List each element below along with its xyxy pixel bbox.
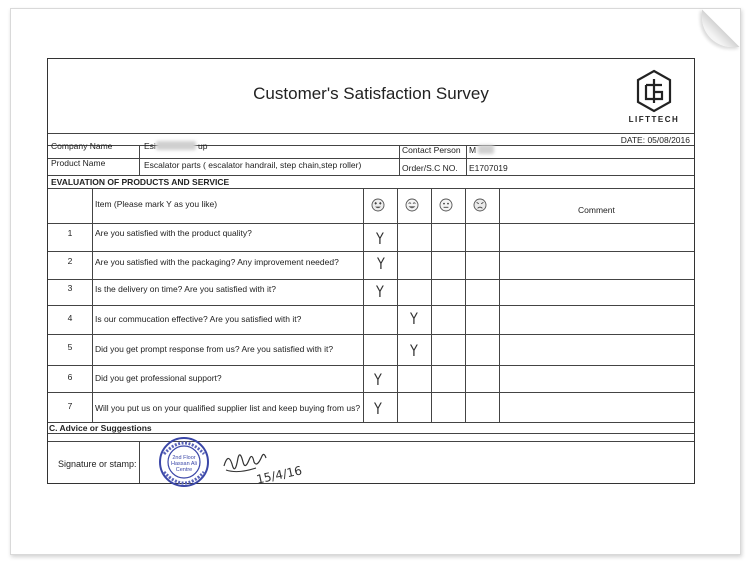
row-7-mark: Y [373, 399, 382, 418]
signature-date: 15/4/16 [255, 463, 304, 487]
dissatisfied-face-icon [473, 198, 487, 212]
row-3-number: 3 [67, 283, 73, 293]
advice-heading: C. Advice or Suggestions [49, 423, 152, 433]
row-5-mark: Y [409, 341, 418, 360]
row-1-mark: Y [375, 229, 384, 248]
order-no-label: Order/S.C NO. [402, 163, 458, 173]
survey-date: DATE: 05/08/2016 [620, 135, 690, 145]
row-2-question: Are you satisfied with the packaging? Any improvement needed? [95, 257, 339, 267]
row-6-question: Did you get professional support? [95, 373, 222, 383]
page-curl [702, 9, 740, 47]
row-5-number: 5 [67, 342, 73, 352]
svg-text:Centre: Centre [175, 467, 193, 473]
neutral-face-icon [439, 198, 453, 212]
row-7-question: Will you put us on your qualified supplier list and keep buying from us? [95, 403, 361, 413]
row-1-question: Are you satisfied with the product quality? [95, 228, 252, 238]
row-2-number: 2 [67, 256, 73, 266]
survey-title: Customer's Satisfaction Survey [253, 84, 489, 103]
item-header: Item (Please mark Y as you like) [95, 199, 218, 209]
product-name-value: Escalator parts ( escalator handrail, step chain,step roller) [144, 160, 362, 170]
order-no-value: E1707019 [469, 163, 508, 173]
row-1-number: 1 [67, 228, 73, 238]
signature-label: Signature or stamp: [58, 459, 137, 469]
satisfied-face-icon [405, 198, 419, 212]
redacted-company-name [156, 141, 196, 150]
company-name-value-prefix: Esi [144, 141, 156, 151]
company-name-value-suffix: up [198, 141, 208, 151]
row-3-question: Is the delivery on time? Are you satisfied with it? [95, 284, 276, 294]
evaluation-heading: EVALUATION OF PRODUCTS AND SERVICE [51, 177, 230, 187]
row-6-number: 6 [67, 372, 73, 382]
lifttech-logo [626, 69, 682, 127]
contact-person-value: M [469, 145, 477, 155]
row-3-mark: Y [375, 282, 384, 301]
redacted-contact-name [478, 145, 494, 154]
very-satisfied-face-icon [371, 198, 385, 212]
row-7-number: 7 [67, 401, 73, 411]
company-name-label: Company Name [51, 141, 113, 151]
svg-text:Hassan Ali: Hassan Ali [171, 461, 197, 467]
row-4-number: 4 [67, 313, 73, 323]
row-2-mark: Y [376, 254, 385, 273]
survey-form [47, 58, 695, 487]
contact-person-label: Contact Person [402, 145, 461, 155]
company-stamp [154, 432, 214, 492]
row-5-question: Did you get prompt response from us? Are you satisfied with it? [95, 344, 334, 354]
svg-text:2nd Floor: 2nd Floor [172, 455, 196, 461]
comment-header: Comment [578, 205, 615, 215]
product-name-label: Product Name [51, 158, 106, 168]
handwritten-signature [218, 442, 308, 494]
lifttech-logo-icon [626, 69, 682, 115]
row-6-mark: Y [373, 370, 382, 389]
row-4-mark: Y [409, 309, 418, 328]
company-stamp-seal [154, 432, 214, 492]
logo-wordmark: LIFTTECH [628, 115, 680, 124]
row-4-question: Is our commucation effective? Are you satisfied with it? [95, 314, 302, 324]
